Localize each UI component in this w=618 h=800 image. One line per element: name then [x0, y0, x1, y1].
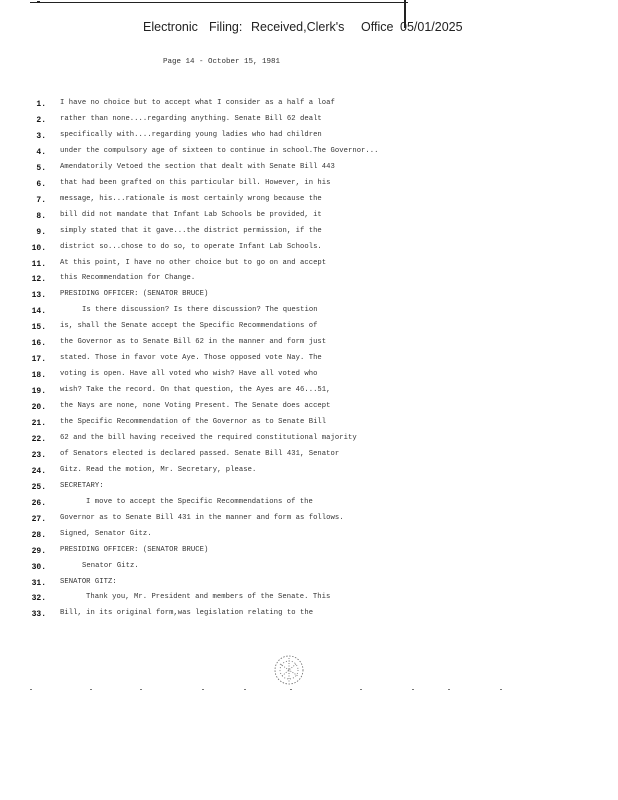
top-mark: [37, 1, 40, 3]
line-text: stated. Those in favor vote Aye. Those opposed vote Nay. The: [60, 354, 322, 363]
line-number: 22.: [31, 434, 46, 444]
line-text: I move to accept the Specific Recommendations of the: [86, 497, 313, 506]
transcript-line: [0, 210, 618, 224]
line-text: that had been grafted on this particular bill. However, in his: [60, 178, 331, 187]
line-text: SENATOR GITZ:: [60, 577, 117, 586]
line-number: 30.: [31, 562, 46, 572]
line-text: wish? Take the record. On that question, the Ayes are 46...51,: [60, 386, 331, 395]
line-text: Is there discussion? Is there discussion? The question: [82, 306, 318, 315]
line-text: the Specific Recommendation of the Governor as to Senate Bill: [60, 418, 327, 426]
line-number: 27.: [31, 514, 46, 524]
line-number: 28.: [31, 530, 46, 540]
line-number: 26.: [31, 498, 46, 508]
line-number: 20.: [31, 403, 46, 413]
transcript-line: [0, 273, 618, 287]
transcript-line: [0, 608, 618, 622]
transcript-line: [0, 162, 618, 176]
line-number: 19.: [31, 387, 46, 397]
line-number: 14.: [31, 307, 46, 317]
transcript-line: [0, 481, 618, 495]
line-number: 2.: [36, 115, 46, 125]
transcript-line: [0, 337, 618, 351]
line-number: 23.: [31, 450, 46, 460]
line-number: 32.: [31, 594, 46, 604]
transcript-line: [0, 433, 618, 447]
line-number: 7.: [36, 195, 46, 205]
line-text: PRESIDING OFFICER: (SENATOR BRUCE): [60, 290, 209, 299]
line-number: 31.: [31, 578, 46, 588]
transcript-line: [0, 305, 618, 319]
page-header: Page 14 - October 15, 1981: [163, 58, 281, 66]
line-text: Thank you, Mr. President and members of the Senate. This: [86, 593, 331, 602]
transcript-line: [0, 561, 618, 575]
line-text: PRESIDING OFFICER: (SENATOR BRUCE): [60, 545, 209, 554]
line-text: district so...chose to do so, to operate Infant Lab Schools.: [60, 242, 322, 251]
line-text: voting is open. Have all voted who wish? Have all voted who: [60, 370, 318, 379]
line-number: 6.: [36, 179, 46, 189]
line-number: 29.: [31, 546, 46, 556]
stamp-filing: Filing:: [209, 20, 243, 34]
transcript-line: [0, 289, 618, 303]
line-text: Senator Gitz.: [82, 561, 139, 570]
stamp-received: Received,Clerk's: [251, 20, 345, 34]
line-number: 10.: [31, 243, 46, 253]
line-number: 1.: [36, 100, 46, 109]
stamp-electronic: Electronic: [143, 20, 198, 34]
line-text: the Nays are none, none Voting Present. The Senate does accept: [60, 402, 331, 411]
line-text: At this point, I have no other choice but to go on and accept: [60, 258, 327, 267]
transcript-line: [0, 497, 618, 511]
line-number: 21.: [31, 419, 46, 428]
line-number: 11.: [31, 259, 46, 269]
line-number: 33.: [31, 610, 46, 620]
transcript-line: [0, 449, 618, 463]
transcript-line: [0, 577, 618, 591]
line-text: Bill, in its original form,was legislation relating to the: [60, 609, 314, 618]
transcript-line: [0, 98, 618, 112]
line-text: Governor as to Senate Bill 431 in the manner and form as follows.: [60, 513, 344, 522]
transcript-line: [0, 513, 618, 527]
line-number: 16.: [31, 339, 46, 349]
transcript-line: [0, 321, 618, 335]
line-text: I have no choice but to accept what I consider as a half a loaf: [60, 99, 335, 107]
line-number: 3.: [36, 131, 46, 141]
line-text: bill did not mandate that Infant Lab Schools be provided, it: [60, 210, 322, 219]
transcript-line: [0, 529, 618, 543]
transcript-line: [0, 417, 618, 431]
line-text: under the compulsory age of sixteen to continue in school.The Governor...: [60, 146, 379, 155]
line-number: 15.: [31, 323, 46, 333]
bottom-speckle: [30, 685, 590, 695]
transcript-line: [0, 353, 618, 367]
line-text: is, shall the Senate accept the Specific Recommendations of: [60, 322, 318, 331]
line-text: the Governor as to Senate Bill 62 in the manner and form just: [60, 338, 327, 347]
transcript-line: [0, 114, 618, 128]
line-text: 62 and the bill having received the required constitutional majority: [60, 433, 357, 442]
transcript-line: [0, 545, 618, 559]
line-number: 24.: [31, 466, 46, 476]
transcript-line: [0, 242, 618, 256]
transcript-line: [0, 130, 618, 144]
line-number: 9.: [36, 227, 46, 237]
seal-stamp: [268, 652, 310, 688]
transcript-line: [0, 592, 618, 606]
stamp-date: 05/01/2025: [400, 20, 463, 34]
line-number: 5.: [36, 163, 46, 173]
transcript-line: [0, 146, 618, 160]
transcript-line: [0, 226, 618, 240]
top-rule: [30, 2, 408, 3]
transcript-line: [0, 178, 618, 192]
line-text: Gitz. Read the motion, Mr. Secretary, please.: [60, 465, 257, 474]
transcript-line: [0, 258, 618, 272]
line-number: 13.: [31, 291, 46, 301]
line-number: 25.: [31, 482, 46, 492]
line-text: simply stated that it gave...the district permission, if the: [60, 226, 322, 235]
line-number: 4.: [36, 147, 46, 157]
line-number: 8.: [36, 211, 46, 221]
transcript-line: [0, 369, 618, 383]
line-text: message, his...rationale is most certainly wrong because the: [60, 194, 322, 203]
line-text: SECRETARY:: [60, 481, 104, 490]
transcript-line: [0, 194, 618, 208]
transcript-line: [0, 465, 618, 479]
line-text: Amendatorily Vetoed the section that dealt with Senate Bill 443: [60, 162, 335, 171]
line-number: 18.: [31, 371, 46, 381]
stamp-office: Office: [361, 20, 394, 34]
line-number: 12.: [31, 275, 46, 285]
line-text: Signed, Senator Gitz.: [60, 529, 152, 538]
transcript-line: [0, 401, 618, 415]
line-text: of Senators elected is declared passed. Senate Bill 431, Senator: [60, 449, 340, 458]
line-text: specifically with....regarding young ladies who had children: [60, 130, 322, 139]
line-text: this Recommendation for Change.: [60, 274, 196, 283]
transcript-line: [0, 385, 618, 399]
line-number: 17.: [31, 355, 46, 365]
line-text: rather than none....regarding anything. Senate Bill 62 dealt: [60, 114, 322, 123]
